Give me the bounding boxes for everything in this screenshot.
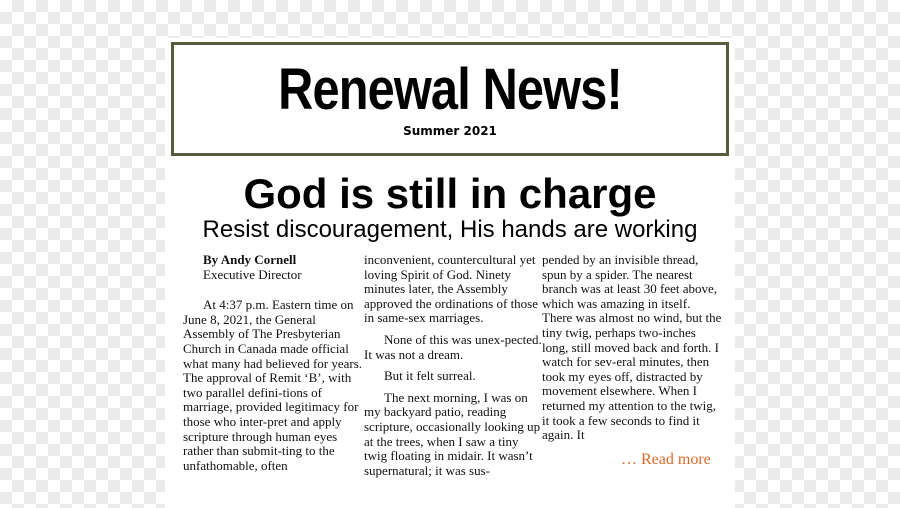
paragraph: None of this was unex-pected. It was not a dream.: [364, 331, 542, 362]
article-column-3: [542, 253, 722, 508]
article-column-1: [183, 253, 363, 508]
article-headline: God is still in charge: [243, 170, 657, 217]
paragraph: But it felt surreal.: [384, 368, 476, 384]
article-subheadline: Resist discouragement, His hands are working: [202, 216, 698, 243]
byline: By Andy Cornell: [203, 253, 297, 267]
read-more-link[interactable]: … Read more: [621, 451, 711, 468]
paragraph: inconvenient, countercultural yet loving Spirit of God. Ninety minutes later, the Assembly approved the ordinations of those in same-sex marriages.: [364, 253, 539, 326]
newsletter-page: [165, 38, 735, 508]
paragraph: At 4:37 p.m. Eastern time on June 8, 2021, the General Assembly of The Presbyterian Church in Canada made official what many had believed for years. The approval of Remit ‘B’, with two parallel defini-tions of marriage, provided legitimacy for those who inter-pret and apply scripture through human eyes rather than submit-ting to the unfathomable, often: [183, 297, 363, 473]
issue-date: Summer 2021: [403, 124, 497, 138]
paragraph: pended by an invisible thread, spun by a spider. The nearest branch was at least 30 feet above, which was amazing in itself. There was almost no wind, but the tiny twig, perhaps two-inches long, still moved back and forth. I watch for sev-eral minutes, then took my eyes off, distracted by movement elsewhere. When I returned my attention to the twig, it took a few seconds to find it again. It: [542, 253, 722, 443]
paragraph: The next morning, I was on my backyard patio, reading scripture, occasionally looking up at the trees, when I saw a tiny twig floating in midair. It wasn’t supernatural; it was sus-: [364, 389, 541, 478]
masthead-title: Renewal News!: [278, 57, 622, 122]
author-role: Executive Director: [203, 266, 302, 282]
masthead-box: [171, 42, 729, 156]
article-column-2: [364, 253, 544, 508]
